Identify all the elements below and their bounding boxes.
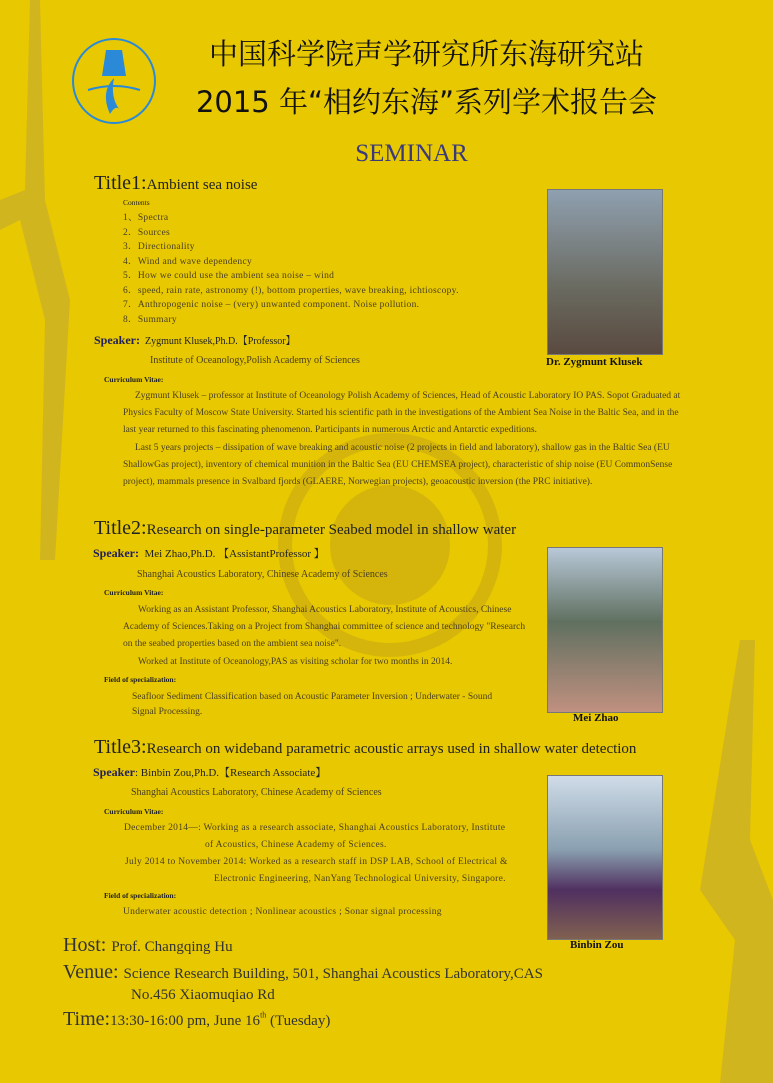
speaker1-caption: Dr. Zygmunt Klusek [546, 356, 643, 368]
contents-item: 8．Summary [123, 314, 177, 325]
talk3-speaker: Speaker: Binbin Zou,Ph.D.【Research Associate】 [93, 765, 327, 779]
talk3-cv-line: of Acoustics, Chinese Academy of Sciences. [205, 840, 387, 850]
speaker2-photo [547, 547, 663, 713]
cv-label: Curriculum Vitae: [104, 588, 164, 597]
talk2-speaker: Speaker: Mei Zhao,Ph.D. 【AssistantProfessor 】 [93, 546, 325, 560]
talk3-title: Title3:Research on wideband parametric acoustic arrays used in shallow water detection [94, 736, 637, 758]
venue-line2: No.456 Xiaomuqiao Rd [131, 987, 275, 1003]
talk2-title: Title2:Research on single-parameter Seabed model in shallow water [94, 517, 517, 539]
speaker3-photo [547, 775, 663, 940]
cv-label: Curriculum Vitae: [104, 375, 164, 384]
contents-item: 4．Wind and wave dependency [123, 256, 253, 267]
talk2-affiliation: Shanghai Acoustics Laboratory, Chinese Academy of Sciences [137, 569, 388, 580]
contents-item: 7．Anthropogenic noise – (very) unwanted component. Noise pollution. [123, 300, 420, 310]
talk3-cv-line: December 2014—: Working as a research associate, Shanghai Acoustics Laboratory, Institute [124, 823, 506, 833]
talk3-field: Underwater acoustic detection ; Nonlinear acoustics ; Sonar signal processing [123, 907, 442, 917]
tower-decoration-right [680, 640, 773, 1083]
time: Time:13:30-16:00 pm, June 16th (Tuesday) [63, 1008, 331, 1030]
header-title-line1: 中国科学院声学研究所东海研究站 [208, 37, 644, 71]
contents-item: 3．Directionality [123, 242, 195, 252]
talk1-title: Title1:Ambient sea noise [94, 172, 258, 194]
cv-label: Curriculum Vitae: [104, 807, 164, 816]
header-title-line2: 2015 年“相约东海”系列学术报告会 [195, 85, 658, 119]
talk1-cv-paragraph: Last 5 years projects – dissipation of wave breaking and acoustic noise (2 projects in field and laboratory), shallow gas in the Baltic Sea (EU ShallowGas project), inventory of chemical munition in the Baltic Sea (EU CHEMSEA project), characteristic of ship noise (EU CommonSense project), mammals presence in Svalbard fjords (GLAERE, Norwegian projects), geoacoustic inversion (the PRC initiative). [123, 443, 673, 488]
talk1-cv-paragraph: Zygmunt Klusek – professor at Institute of Oceanology Polish Academy of Sciences, Head of Acoustic Laboratory IO PAS. Sopot Graduated at Physics Faculty of Moscow State University. Started his scientific path in the investigations of the Ambient Sea Noise in the Baltic Sea, and in the last year returned to this fascinating phenomenon. Participants in numerous Arctic and Antarctic expeditions. [123, 391, 681, 436]
speaker1-photo [547, 189, 663, 355]
talk3-affiliation: Shanghai Acoustics Laboratory, Chinese Academy of Sciences [131, 787, 382, 798]
speaker3-caption: Binbin Zou [570, 939, 624, 951]
talk1-affiliation: Institute of Oceanology,Polish Academy of Sciences [150, 355, 360, 366]
talk2-field: Seafloor Sediment Classification based on Acoustic Parameter Inversion ; Underwater - Sound Signal Processing. [132, 692, 493, 717]
talk3-cv-line: July 2014 to November 2014: Worked as a research staff in DSP LAB, School of Electrical & [125, 857, 508, 867]
talk2-cv-paragraph: Working as an Assistant Professor, Shanghai Acoustics Laboratory, Institute of Acoustics, Chinese Academy of Sciences.Taking on a Project from Shanghai committee of science and technology "Research on the seabed properties based on the ambient sea noise". [123, 605, 526, 650]
contents-item: 1、Spectra [123, 213, 169, 223]
contents-item: 5．How we could use the ambient sea noise – wind [123, 271, 335, 281]
talk1-speaker: Speaker: Zygmunt Klusek,Ph.D.【Professor】 [94, 333, 296, 347]
tower-decoration-left [0, 0, 80, 560]
contents-label: Contents [123, 198, 150, 207]
speaker2-caption: Mei Zhao [573, 712, 619, 724]
talk3-cv-line: Electronic Engineering, NanYang Technological University, Singapore. [214, 874, 506, 884]
contents-item: 6．speed, rain rate, astronomy (!), bottom properties, wave breaking, ichtioscopy. [123, 285, 459, 296]
venue: Venue: Science Research Building, 501, Shanghai Acoustics Laboratory,CAS [63, 961, 543, 983]
seminar-heading: SEMINAR [355, 140, 468, 167]
field-label: Field of specialization: [104, 891, 177, 900]
contents-item: 2．Sources [123, 227, 171, 238]
field-label: Field of specialization: [104, 675, 177, 684]
talk2-cv-paragraph: Worked at Institute of Oceanology,PAS as visiting scholar for two months in 2014. [138, 657, 453, 667]
host: Host: Prof. Changqing Hu [63, 934, 233, 956]
